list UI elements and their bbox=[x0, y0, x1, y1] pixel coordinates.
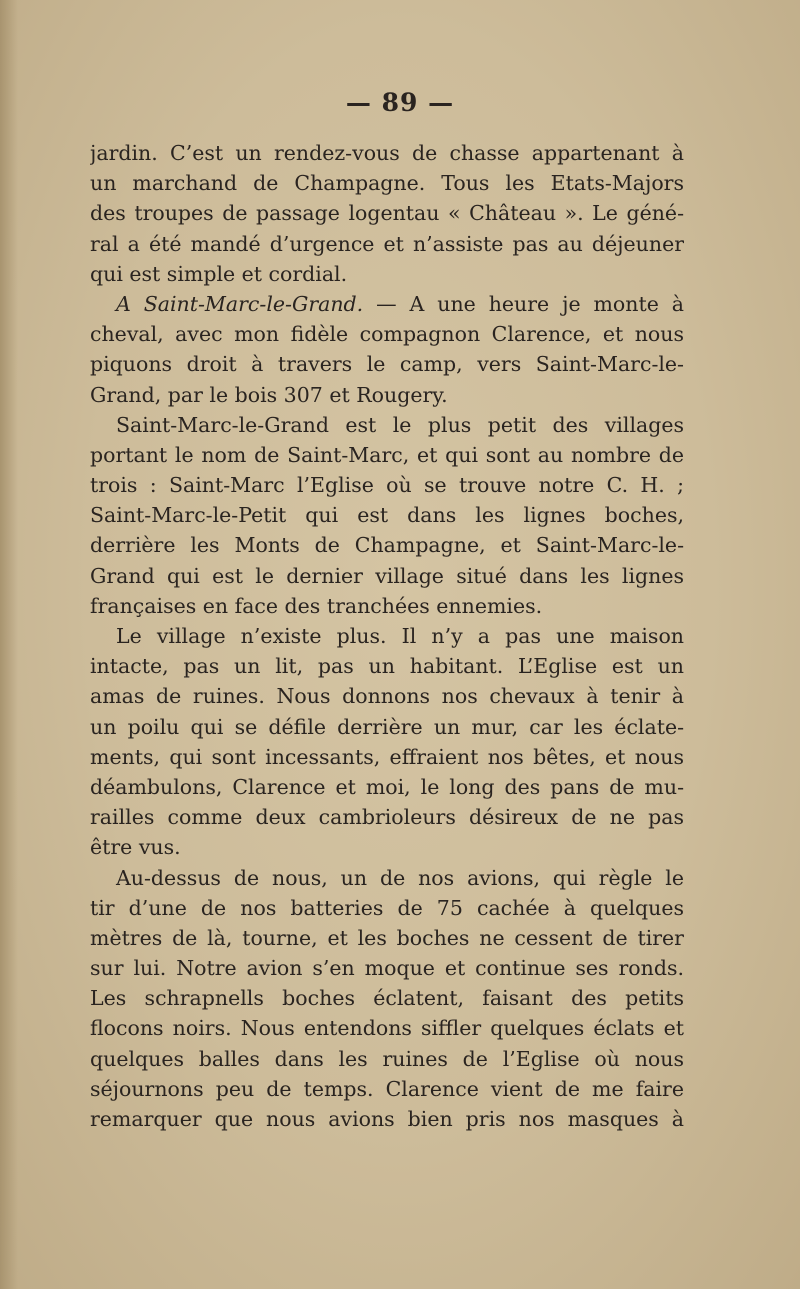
text-line: être vus. bbox=[90, 835, 181, 860]
text-line: railles comme deux cambrioleurs désireux de ne pas bbox=[90, 805, 684, 830]
text-line: Saint-Marc-le-Grand est le plus petit des villages bbox=[116, 412, 684, 437]
page-number: — 89 — bbox=[345, 88, 455, 117]
text-line: sur lui. Notre avion s’en moque et continue ses ronds. bbox=[90, 956, 684, 981]
text-line: ments, qui sont incessants, effraient nos bêtes, et nous bbox=[90, 744, 684, 769]
text-line: portant le nom de Saint-Marc, et qui sont au nombre de bbox=[90, 442, 684, 467]
text-line: jardin. C’est un rendez-vous de chasse appartenant à bbox=[90, 141, 684, 165]
text-line: un poilu qui se défile derrière un mur, car les éclate- bbox=[90, 714, 684, 739]
text-line: françaises en face des tranchées ennemies. bbox=[90, 593, 543, 618]
text-line: un marchand de Champagne. Tous les Etats-Majors bbox=[90, 171, 684, 196]
text-line: piquons droit à travers le camp, vers Saint-Marc-le- bbox=[90, 352, 684, 377]
text-line: qui est simple et cordial. bbox=[90, 261, 348, 286]
body-text bbox=[90, 138, 684, 1134]
text-line: cheval, avec mon fidèle compagnon Clarence, et nous bbox=[90, 322, 684, 347]
section-heading-line bbox=[90, 289, 684, 319]
text-line: quelques balles dans les ruines de l’Eglise où nous bbox=[90, 1046, 684, 1071]
page-edge-shadow bbox=[0, 0, 18, 1289]
text-line: Au-dessus de nous, un de nos avions, qui règle le bbox=[116, 865, 684, 890]
text-line: trois : Saint-Marc l’Eglise où se trouve notre C. H. ; bbox=[90, 473, 684, 498]
text-fragment: — A une heure je monte à bbox=[363, 291, 684, 316]
text-line: Grand, par le bois 307 et Rougery. bbox=[90, 382, 448, 407]
text-line: des troupes de passage logentau « Château ». Le géné- bbox=[90, 201, 684, 226]
text-line: Saint-Marc-le-Petit qui est dans les lignes boches, bbox=[90, 503, 684, 528]
text-line: flocons noirs. Nous entendons siffler quelques éclats et bbox=[90, 1016, 684, 1041]
text-line: derrière les Monts de Champagne, et Saint-Marc-le- bbox=[90, 533, 684, 558]
text-line: tir d’une de nos batteries de 75 cachée à quelques bbox=[90, 895, 684, 920]
text-line: déambulons, Clarence et moi, le long des pans de mu- bbox=[90, 774, 684, 799]
text-line: Le village n’existe plus. Il n’y a pas une maison bbox=[116, 624, 684, 648]
text-line: Grand qui est le dernier village situé dans les lignes bbox=[90, 563, 684, 588]
text-line: intacte, pas un lit, pas un habitant. L’Eglise est un bbox=[90, 654, 684, 679]
text-line: séjournons peu de temps. Clarence vient de me faire bbox=[90, 1076, 684, 1101]
text-line: mètres de là, tourne, et les boches ne cessent de tirer bbox=[90, 925, 684, 950]
text-line: remarquer que nous avions bien pris nos masques à bbox=[90, 1107, 684, 1131]
text-line: Les schrapnells boches éclatent, faisant des petits bbox=[90, 986, 684, 1011]
text-line: ral a été mandé d’urgence et n’assiste pas au déjeuner bbox=[90, 231, 684, 256]
section-heading: A Saint-Marc-le-Grand. bbox=[116, 291, 364, 316]
text-line: amas de ruines. Nous donnons nos chevaux à tenir à bbox=[90, 684, 684, 709]
